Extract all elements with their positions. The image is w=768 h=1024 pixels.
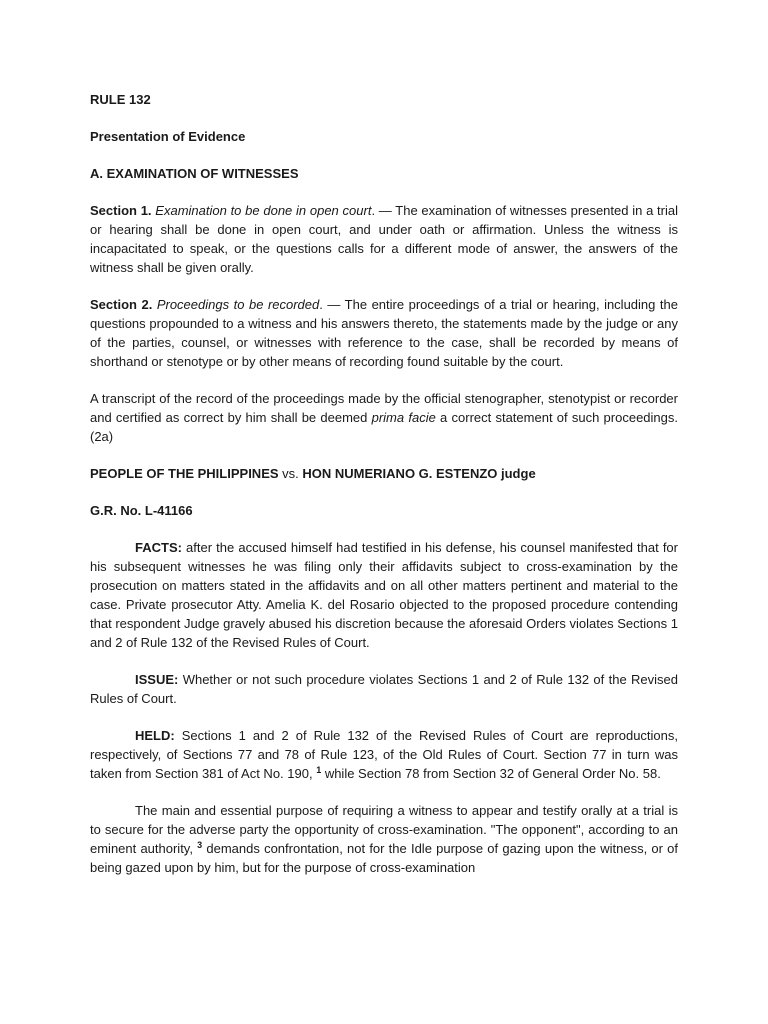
section-1-text: . — The examination of witnesses presented in a trial or hearing shall be done in open court, and under oath or affirmation. Unless the witness is incapacitated to speak, or the questions calls for a different mode of answer, the answers of the witness shall be given orally. — [90, 203, 678, 275]
held-paragraph — [90, 726, 678, 783]
footnote-ref-1: 1 — [316, 765, 322, 775]
section-2-title: Proceedings to be recorded — [156, 297, 320, 312]
rule-title: Presentation of Evidence — [90, 129, 246, 144]
held-text-1: Sections 1 and 2 of Rule 132 of the Revised Rules of Court are reproductions, respectively, of Sections 77 and 78 of Rule 123, of the Old Rules of Court. Section 77 in turn was taken from Section 381 of Act No. 190, — [90, 728, 678, 781]
transcript-text-after: a correct statement of such proceedings. (2a) — [90, 410, 678, 444]
section-1-title: Examination to be done in open court — [155, 203, 372, 218]
transcript-paragraph — [90, 389, 678, 446]
case-gr-number: G.R. No. L-41166 — [90, 503, 193, 518]
issue-label: ISSUE: — [135, 672, 179, 687]
transcript-text-before: A transcript of the record of the proceedings made by the official stenographer, stenotypist or recorder and certified as correct by him shall be deemed — [90, 391, 678, 425]
rule-heading: RULE 132 — [90, 92, 151, 107]
footnote-ref-3: 3 — [197, 840, 203, 850]
section-2-label: Section 2. — [90, 297, 153, 312]
section-heading-a: A. EXAMINATION OF WITNESSES — [90, 166, 299, 181]
document-page — [90, 90, 678, 895]
held-label: HELD: — [135, 728, 175, 743]
issue-paragraph — [90, 670, 678, 708]
facts-label: FACTS: — [135, 540, 182, 555]
case-title — [90, 464, 678, 483]
issue-text: Whether or not such procedure violates Sections 1 and 2 of Rule 132 of the Revised Rules of Court. — [90, 672, 678, 706]
purpose-text-2: demands confrontation, not for the Idle purpose of gazing upon the witness, or of being gazed upon by him, but for the purpose of cross-examination — [90, 841, 679, 875]
facts-text: after the accused himself had testified in his defense, his counsel manifested that for his subsequent witnesses he was filing only their affidavits subject to cross-examination by the prosecution on matters stated in the affidavits and on all other matters pertinent and material to the case. Private prosecutor Atty. Amelia K. del Rosario objected to the proposed procedure contending that respondent Judge gravely abused his discretion because the aforesaid Orders violates Sections 1 and 2 of Rule 132 of the Revised Rules of Court. — [90, 540, 678, 650]
held-text-2: while Section 78 from Section 32 of General Order No. 58. — [321, 766, 661, 781]
section-1-label: Section 1. — [90, 203, 152, 218]
facts-paragraph — [90, 538, 678, 652]
case-vs: vs. — [278, 466, 303, 481]
purpose-paragraph — [90, 801, 678, 877]
section-2-paragraph — [90, 295, 678, 371]
case-party-2: HON NUMERIANO G. ESTENZO judge — [302, 466, 536, 481]
section-2-text: . — The entire proceedings of a trial or hearing, including the questions propounded to a witness and his answers thereto, the statements made by the judge or any of the parties, counsel, or witnesses with reference to the case, shall be recorded by means of shorthand or stenotype or by other means of recording found suitable by the court. — [90, 297, 678, 369]
transcript-text-italic: prima facie — [371, 410, 436, 425]
purpose-text-1: The main and essential purpose of requiring a witness to appear and testify orally at a trial is to secure for the adverse party the opportunity of cross-examination. "The opponent", according to an eminent authority, — [90, 803, 678, 856]
case-party-1: PEOPLE OF THE PHILIPPINES — [90, 466, 279, 481]
section-1-paragraph — [90, 201, 678, 277]
